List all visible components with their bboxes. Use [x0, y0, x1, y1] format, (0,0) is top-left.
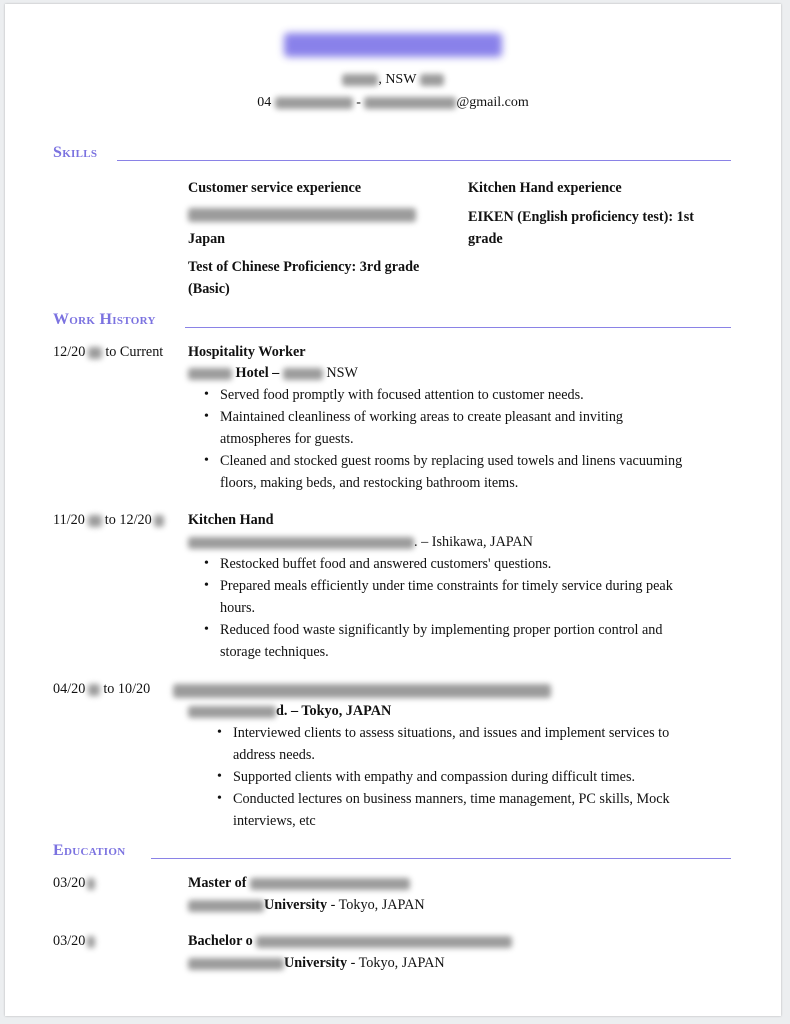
redacted-suburb [283, 368, 323, 380]
email-domain: @gmail.com [456, 95, 529, 110]
job2-date-end: to 12/20 [104, 512, 152, 528]
job3-bullet-3-line2: interviews, etc [233, 813, 316, 829]
section-title-skills: Skills [53, 144, 98, 161]
redacted-year [88, 347, 102, 359]
job3-bullet-1 [217, 722, 737, 766]
redacted-year [154, 515, 164, 527]
contact-separator: - [356, 95, 361, 110]
job2-title: Kitchen Hand [188, 512, 274, 528]
edu1-date [53, 872, 95, 894]
redacted-phone [275, 97, 353, 109]
redacted-year [87, 878, 95, 890]
edu1-date-text: 03/20 [53, 875, 86, 891]
job2-bullet-3-line2: storage techniques. [220, 644, 329, 660]
contact-phone-email [5, 95, 781, 111]
edu2-school [188, 952, 445, 974]
job1-company-name: Hotel – [235, 365, 280, 381]
redacted-postcode [420, 74, 444, 86]
redacted-suburb [342, 74, 378, 86]
job3-bullet-3-line1: Conducted lectures on business manners, time management, PC skills, Mock [233, 791, 670, 807]
redacted-company [188, 368, 232, 380]
phone-prefix: 04 [257, 95, 272, 110]
section-title-work-history: Work History [53, 311, 156, 328]
redacted-name [284, 33, 502, 57]
job1-date-start: 12/20 [53, 344, 86, 360]
redacted-year [88, 684, 100, 696]
job3-company [188, 700, 391, 722]
skill-chinese-line2: (Basic) [188, 281, 230, 297]
skill-japan: Japan [188, 231, 226, 247]
edu1-school-name: University [264, 897, 328, 913]
edu1-school [188, 894, 425, 916]
skill-customer-service: Customer service experience [188, 180, 362, 196]
job1-bullet-3-line1: Cleaned and stocked guest rooms by replacing used towels and linens vacuuming [220, 453, 683, 469]
redacted-school [188, 958, 284, 970]
edu1-degree [188, 872, 410, 894]
skill-eiken-line1: EIKEN (English proficiency test): 1st [468, 209, 694, 225]
job3-bullet-1-line2: address needs. [233, 747, 315, 763]
edu2-school-name: University [284, 955, 348, 971]
job3-company-location: d. – Tokyo, JAPAN [276, 703, 392, 719]
job3-bullets [217, 722, 737, 832]
job3-dates [53, 678, 150, 700]
job2-bullets [204, 553, 744, 663]
section-rule-education [151, 858, 731, 859]
section-title-education: Education [53, 842, 126, 859]
edu2-school-location: - Tokyo, JAPAN [347, 955, 445, 971]
edu2-date-text: 03/20 [53, 933, 86, 949]
job1-bullet-2 [204, 406, 744, 450]
edu2-date [53, 930, 95, 952]
job1-bullet-2-line1: Maintained cleanliness of working areas to create pleasant and inviting [220, 409, 624, 425]
redacted-year [88, 515, 102, 527]
redacted-degree [250, 878, 410, 890]
job3-date-end: to 10/20 [103, 681, 151, 697]
redacted-email-user [364, 97, 456, 109]
job1-bullet-3 [204, 450, 744, 494]
job1-title: Hospitality Worker [188, 344, 306, 360]
job2-bullet-1: • Restocked buffet food and answered customers' questions. [204, 553, 744, 575]
edu2-degree [188, 930, 512, 952]
job1-dates [53, 341, 163, 363]
job3-date-start: 04/20 [53, 681, 86, 697]
job3-bullet-2: • Supported clients with empathy and compassion during difficult times. [217, 766, 737, 788]
location-state: , NSW [378, 72, 417, 87]
job1-bullet-3-line2: floors, making beds, and restocking bathroom items. [220, 475, 519, 491]
skill-eiken-line2: grade [468, 231, 503, 247]
redacted-school [188, 900, 264, 912]
job3-bullet-3 [217, 788, 737, 832]
job1-company [188, 362, 358, 384]
job3-title [173, 682, 551, 700]
job1-date-end: to Current [105, 344, 164, 360]
job2-bullet-3-line1: Reduced food waste significantly by implementing proper portion control and [220, 622, 663, 638]
edu2-degree-text: Bachelor o [188, 933, 253, 949]
redacted-title [173, 684, 551, 698]
job1-bullet-2-line2: atmospheres for guests. [220, 431, 354, 447]
redacted-degree [256, 936, 512, 948]
job2-bullet-2 [204, 575, 744, 619]
job1-bullets [204, 384, 744, 494]
skill-redacted-line [188, 206, 416, 224]
job2-company-location: . – Ishikawa, JAPAN [414, 534, 533, 550]
job1-bullet-1: • Served food promptly with focused attention to customer needs. [204, 384, 744, 406]
job2-company [188, 531, 533, 553]
job2-bullet-2-line2: hours. [220, 600, 256, 616]
job2-bullet-2-line1: Prepared meals efficiently under time constraints for timely service during peak [220, 578, 673, 594]
skill-kitchen-hand: Kitchen Hand experience [468, 180, 622, 196]
job2-bullet-3 [204, 619, 744, 663]
job1-location: NSW [326, 365, 358, 381]
job2-dates [53, 509, 164, 531]
section-rule-skills [117, 160, 731, 161]
job3-bullet-1-line1: Interviewed clients to assess situations, and issues and implement services to [233, 725, 670, 741]
redacted-skill [188, 208, 416, 222]
contact-location [5, 72, 781, 88]
edu1-degree-text: Master of [188, 875, 247, 891]
resume-page [5, 4, 781, 1016]
redacted-year [87, 936, 95, 948]
redacted-company [188, 706, 276, 718]
edu1-school-location: - Tokyo, JAPAN [327, 897, 425, 913]
skill-chinese-line1: Test of Chinese Proficiency: 3rd grade [188, 259, 420, 275]
candidate-name [5, 30, 781, 60]
redacted-company [188, 537, 414, 549]
section-rule-work-history [185, 327, 731, 328]
job2-date-start: 11/20 [53, 512, 85, 528]
